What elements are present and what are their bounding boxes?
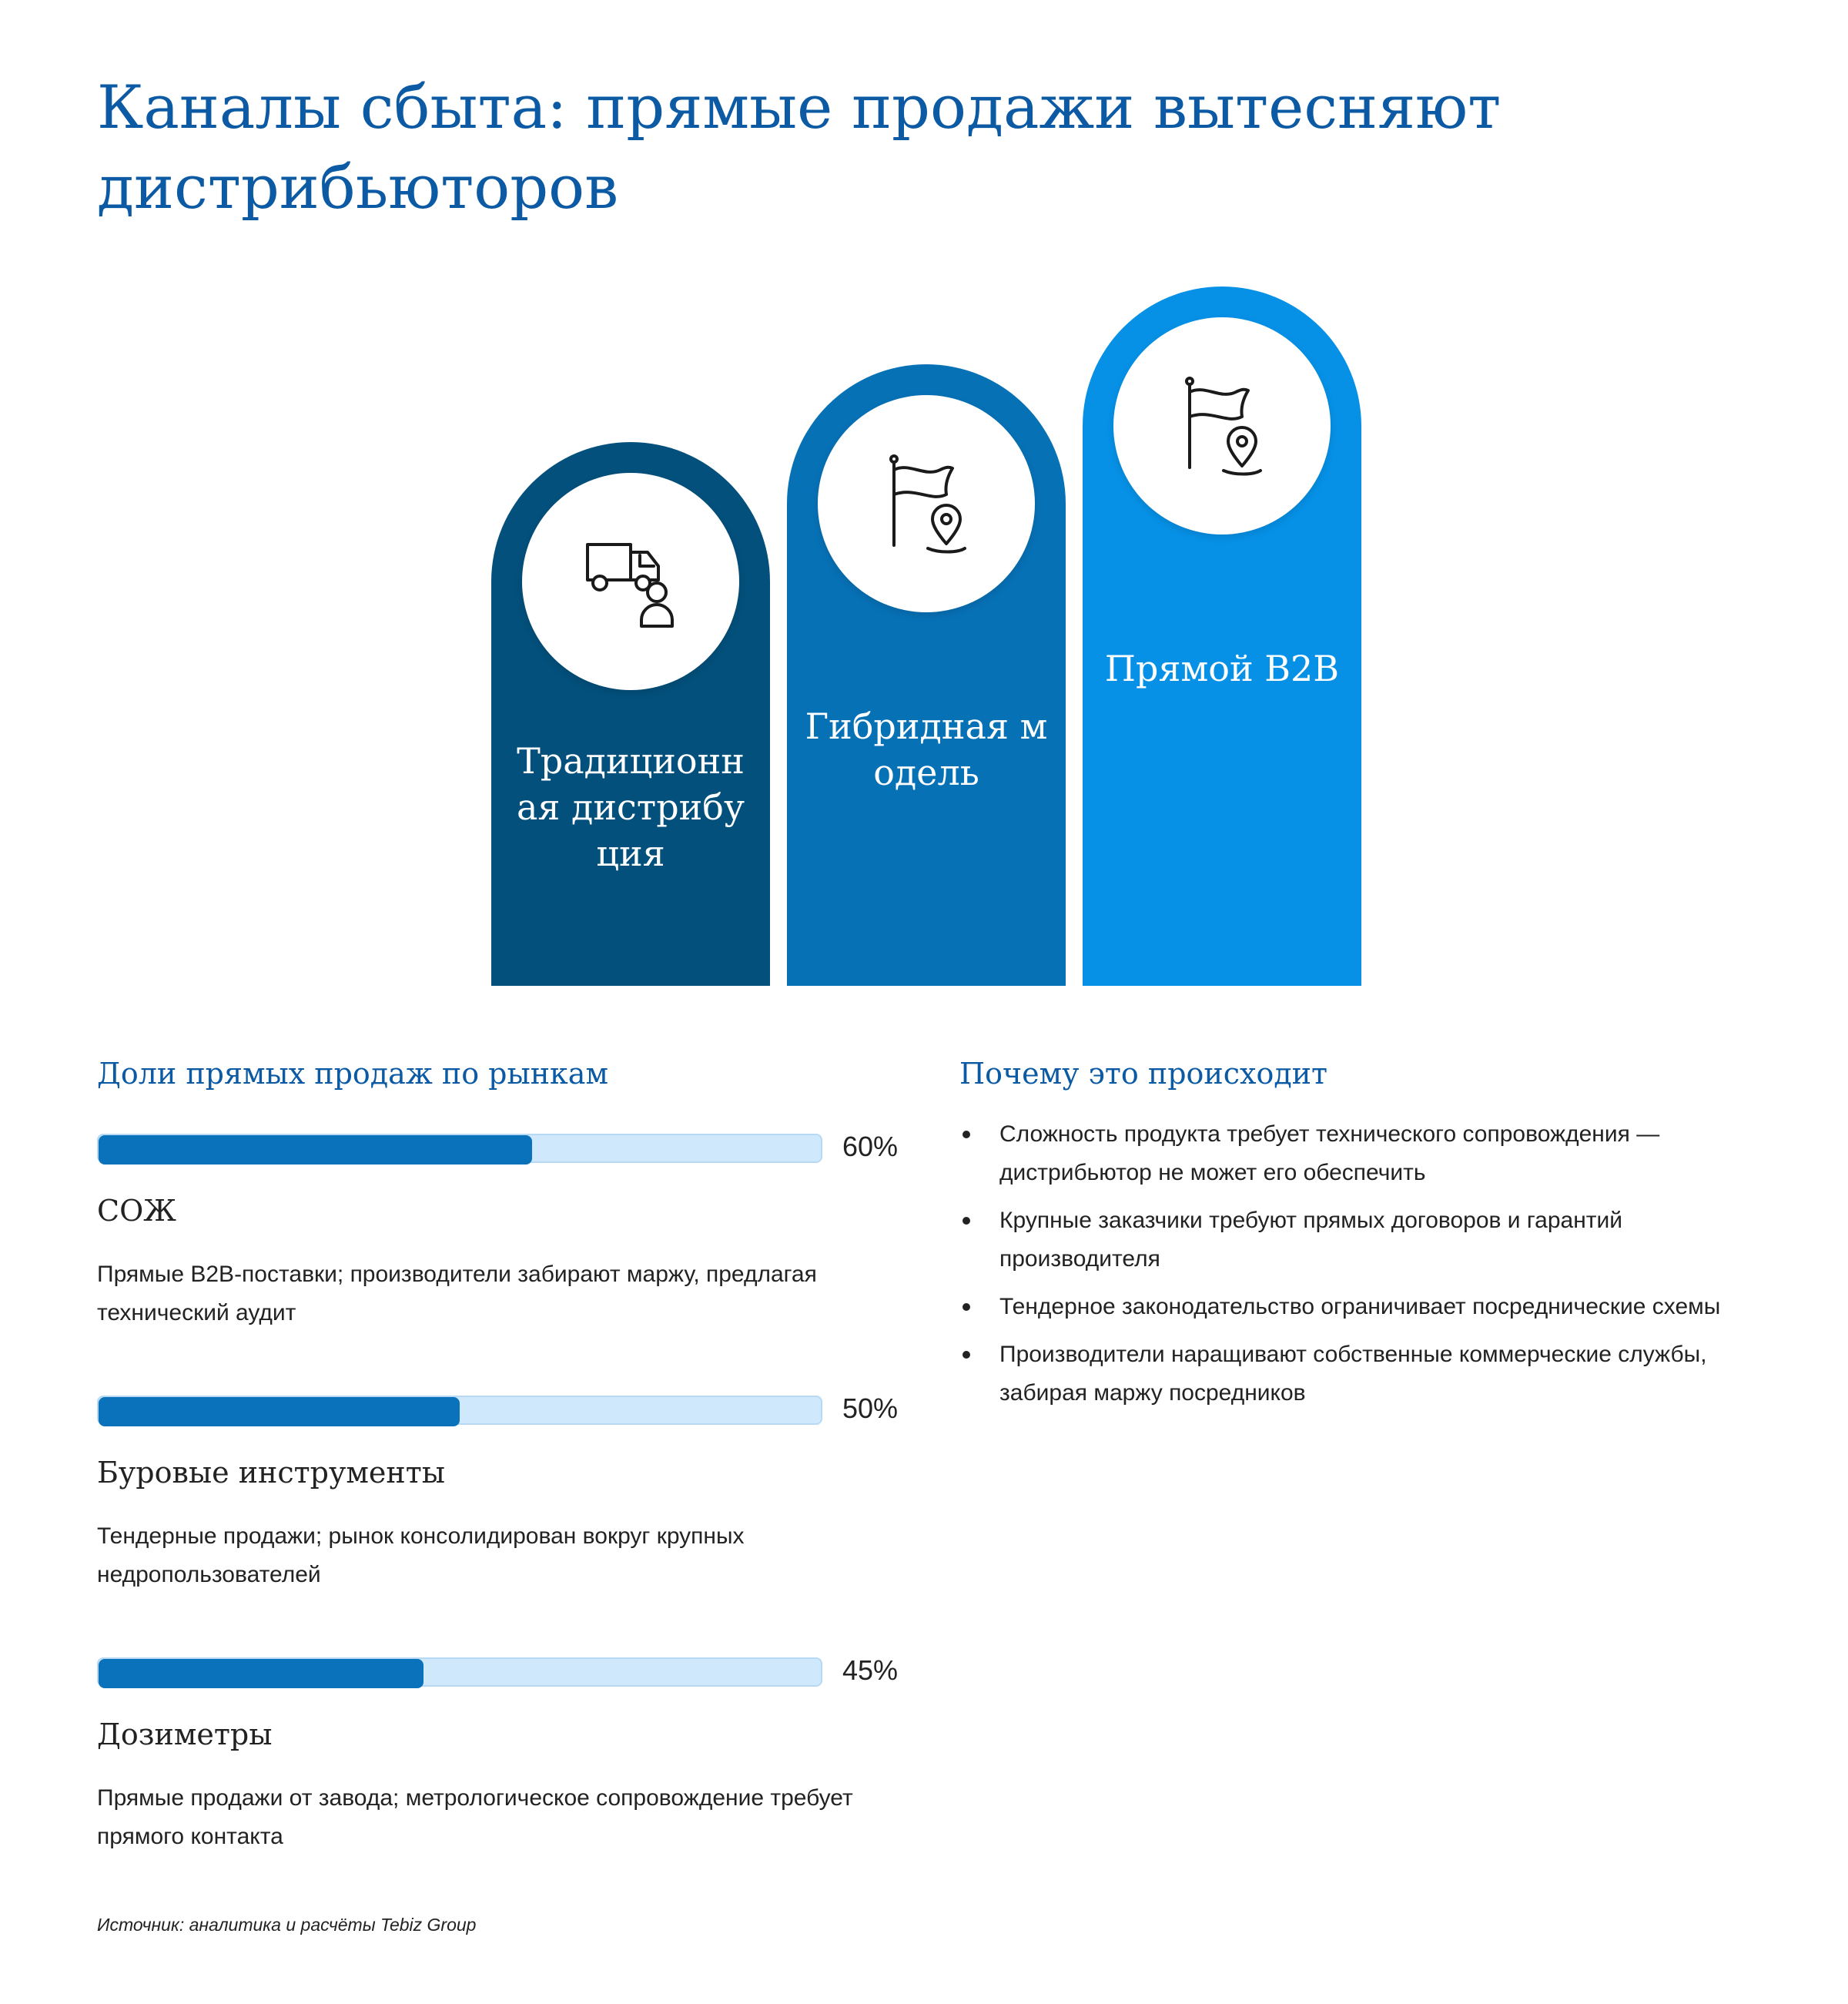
share-title: Буровые инструменты (97, 1456, 445, 1490)
reason-item: Сложность продукта требует технического сопровождения — дистрибьютор не может его обеспечить (959, 1115, 1729, 1192)
channel-label: Гибридная модель (805, 705, 1048, 793)
share-title: Дозиметры (97, 1717, 273, 1751)
shares-heading: Доли прямых продаж по рынкам (97, 1057, 609, 1091)
channel-icon-circle (522, 473, 739, 690)
channel-label: Прямой B2B (1104, 648, 1340, 689)
share-description: Прямые B2B-поставки; производители забирают маржу, предлагая технический аудит (97, 1262, 817, 1325)
share-value: 45% (842, 1654, 899, 1686)
progress-fill (99, 1659, 424, 1688)
reasons-heading: Почему это происходит (959, 1057, 1328, 1091)
share-title: СОЖ (97, 1194, 176, 1228)
page-title: Каналы сбыта: прямые продажи вытесняют дистрибьюторов (97, 73, 1502, 223)
flag-pin-icon (872, 450, 980, 558)
progress-track (97, 1657, 822, 1687)
source-note: Источник: аналитика и расчёты Tebiz Group (97, 1915, 477, 1935)
channel-pillar-direct-b2b (1083, 287, 1361, 986)
reason-item: Производители наращивают собственные коммерческие службы, забирая маржу посредников (959, 1335, 1729, 1413)
progress-fill (99, 1397, 460, 1426)
channel-label: Традиционная дистрибуция (516, 740, 745, 874)
progress-track (97, 1134, 822, 1163)
share-value: 50% (842, 1392, 899, 1424)
progress-track (97, 1396, 822, 1425)
flag-pin-icon (1168, 372, 1276, 480)
share-value: 60% (842, 1131, 899, 1162)
channel-pillar-hybrid (787, 364, 1066, 986)
channel-icon-circle (818, 395, 1035, 612)
reasons-list (959, 1115, 1729, 1422)
channel-icon-circle (1113, 317, 1331, 535)
share-description: Прямые продажи от завода; метрологическое сопровождение требует прямого контакта (97, 1785, 853, 1849)
progress-fill (99, 1135, 532, 1165)
channel-pillar-traditional (491, 442, 770, 986)
share-description: Тендерные продажи; рынок консолидирован вокруг крупных недропользователей (97, 1523, 745, 1587)
reason-item: Крупные заказчики требуют прямых договоров и гарантий производителя (959, 1201, 1729, 1278)
truck-person-icon (577, 528, 685, 635)
reason-item: Тендерное законодательство ограничивает посреднические схемы (959, 1288, 1729, 1326)
